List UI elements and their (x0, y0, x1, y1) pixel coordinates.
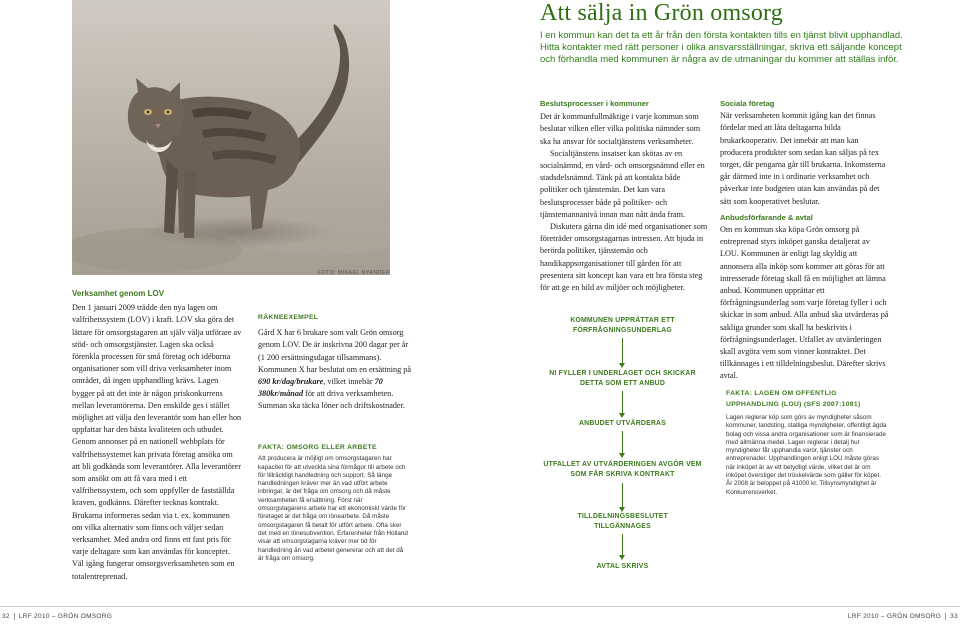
intro-text: I en kommun kan det ta ett år från den första kontakten tills en tjänst blivit upphandlad. Hitta kontakter med rätt personer i olika ansvarsställningar, skriva ett säljande koncept och förhandla med kommunen är några av de utmaningar du kommer att ställas inför. (540, 30, 903, 65)
tender-paragraph: Om en kommun ska köpa Grön omsorg på entreprenad styrs inköpet ganska detaljerat av LOU. Kommunen är enligt lag skyldig att annonsera alla inköp som kommer att göras för att intresserade företag skall få en möjlighet att lämna anbud. Kommunen upprättar ett förfrågningsunderlag som varje företag fyller i och skickar in som anbud. Alla anbud ska utvärderas på sakliga grunder som skall ha beskrivits i förfrågningsunderlaget. Utfallet av utvärderingen skall avgöra vem som vinner kontraktet. Det tillkännages i ett tilldelningsbeslut. Därefter skrivs avtal. (720, 225, 889, 381)
footer-left-text: LRF 2010 – GRÖN OMSORG (18, 613, 113, 620)
decision-paragraph-3: Diskutera gärna din idé med organisationer som företräder omsorgstagarnas intressen. Att bjuda in berörda politiker, tjänstemän och handikappsorganisationer till gården för att presentera sitt koncept kan vara ett bra första steg för att ge en bild av miljöer och möjligheter. (540, 222, 708, 293)
calculation-heading: RÄKNEEXEMPEL (258, 314, 319, 321)
page-title: Att sälja in Grön omsorg (540, 0, 784, 26)
flow-step-1: KOMMUNEN UPPRÄTTAR ETT FÖRFRÅGNINGSUNDERLAG (570, 317, 675, 334)
calculation-rate: 690 kr/dag/brukare (258, 377, 324, 387)
calculation-text-3: för att driva verksamheten. Summan ska täcka löner och driftskostnader. (258, 389, 405, 411)
flow-arrow-3 (622, 431, 623, 454)
fact-body-lou: Lagen reglerar köp som görs av myndigheter såsom kommuner, landsting, statliga myndigheter, offentligt ägda bolag och vissa andra organisationer som är finansierade med allmänna medel. Lagen reglerar i detalj hur myndigheter får upphandla varor, tjänster och entreprenader. Upphandlingen enligt LOU måste göras när inköpet är av ett betydligt värde, vilket det är om inköpet överstiger det tröskelvärde som gäller för köpet. År 2008 är beloppet på 41000 kr. Tillsynsmyndighet är Konkurrensverket. (726, 414, 887, 496)
photo-credit: FOTO: MIKAEL NYANDER (317, 270, 390, 276)
calculation-text-1: Gård X har 6 brukare som valt Grön omsorg genom LOV. De är inskrivna 200 dagar per år (1 200 ersättningsdagar tillsammans). Kommunen X har beslutat om en ersättning på (258, 328, 412, 374)
fact-heading-lou: FAKTA: LAGEN OM OFFENTLIG UPPHANDLING (LOU) (SFS 2007:1091) (726, 390, 861, 408)
flow-step-2: NI FYLLER I UNDERLAGET OCH SKICKAR DETTA SOM ETT ANBUD (549, 370, 696, 387)
page-number-right: 33 (945, 613, 958, 620)
decision-paragraph-2: Socialtjänstens insatser kan skötas av en socialnämnd, en vård- och omsorgsnämnd eller en stadsdelsnämnd. Tänk på att kontakta både politiker och tjänstemän. Det kan vara beslutsprocesser både på politiker- och tjänstemannanivå innan man nått ända fram. (540, 148, 705, 219)
decision-process-section (540, 98, 710, 294)
calculation-text-2: , vilket innebär (323, 377, 375, 387)
lov-heading: Verksamhet genom LOV (72, 289, 165, 298)
fact-body-care-or-work: Att producera är möjligt om omsorgstagaren har kapacitet för att utveckla sina förmågor till arbete och för tillräckligt handledning och support. Så länge handledningen kräver mer än vad utfört arbete inbringar, är det fråga om omsorg och då måste verksamheten få ersättning. Först när omsorgstagarens arbete har ett ekonomiskt värde för företaget är det fråga om lönearbete. Då måste omsorgstagaren få betalt för utfört arbete. Ofta sker det med en lönesubvention. Erfarenheter från Holland visar att omsorgstagarna kräver mer tid för handledning än vad arbetet genererar och att det då är fråga om omsorg. (258, 455, 408, 562)
cat-photo (72, 0, 390, 275)
flow-step-3: ANBUDET UTVÄRDERAS (578, 420, 667, 427)
calculation-monthly: 70 380kr/månad (258, 377, 383, 399)
footer-divider (0, 606, 960, 607)
page-number-left: 32 (2, 613, 15, 620)
calculation-body (258, 327, 414, 412)
flow-arrow-2 (622, 391, 623, 414)
footer-right-text: LRF 2010 – GRÖN OMSORG (847, 613, 942, 620)
flow-step-4: UTFALLET AV UTVÄRDERINGEN AVGÖR VEM SOM FÅR SKRIVA KONTRAKT (543, 461, 702, 478)
cat-photo-illustration (72, 0, 390, 275)
footer-right (848, 613, 958, 620)
flow-step-6: AVTAL SKRIVS (596, 563, 649, 570)
social-heading: Sociala företag (720, 99, 775, 108)
lov-body: Den 1 januari 2009 trädde den nya lagen om valfrihetssystem (LOV) i kraft. LOV ska göra det lättare för omsorgstagaren att själv välja utförare av stöd- och omsorgstjänster. Lagen ska också förenkla processen för små företag och idéburna organisationer som vill driva verksamheter inom området, då ingen upphandling krävs. Lagen bygger på att det inte är någon priskonkurrens mellan leverantörerna. Den enskilde ges i stället möjlighet att välja den leverantör som han eller hon uppfattar har den bästa kvaliteten och utbudet. Genom annonser på en nationell webbplats för valfrihetssystemet kan privata företag ansöka om att bli godkända som leverantörer. Alla leverantörer som ansökt om att få vara med i ett valfrihetssystem, och som uppfyller de fastställda kraven, godkänns. Därefter tecknas kontrakt. Brukarna informeras sedan via t. ex. kommunen om vilka alternativ som finns och väljer sedan verksamhet. Med andra ord finns ett fast pris för varje deltagare som kan användas för konceptet. Väl igång fungerar omsorgsverksamheten som en totalentreprenad. (72, 303, 242, 581)
flow-step-5-text: TILLDELNINGSBESLUTET TILLGÄNNAGES (577, 513, 669, 530)
flow-arrow-4 (622, 483, 623, 508)
flow-step-5 (540, 512, 705, 531)
calculation-example (258, 312, 414, 413)
lov-section (72, 288, 242, 583)
footer-left (2, 613, 112, 620)
fact-heading-care-or-work: FAKTA: OMSORG ELLER ARBETE (258, 444, 377, 451)
fact-box-lou (726, 388, 888, 497)
decision-heading: Beslutsprocesser i kommuner (540, 99, 649, 108)
decision-paragraph-1: Det är kommunfullmäktige i varje kommun som beslutar vilken eller vilka politiska nämnder som ska ha ansvar för socialtjänstens verksamheter. (540, 112, 701, 146)
social-paragraph: När verksamheten kommit igång kan det finnas fördelar med att låta deltagarna bilda brukarkooperativ. Det innebär att man kan producera produkter som sedan kan säljas på tex torget, där pengarna går till brukarna. Inkomsterna går därmed inte in i ordinarie verksamhet och påverkar inte budgeten utan kan användas på det sätt som kooperativet beslutar. (720, 111, 886, 206)
tender-heading: Anbudsförfarande & avtal (720, 212, 813, 222)
flow-arrow-1 (622, 338, 623, 364)
flow-arrow-5 (622, 534, 623, 556)
fact-box-care-or-work (258, 444, 410, 563)
social-enterprise-section (720, 98, 890, 383)
